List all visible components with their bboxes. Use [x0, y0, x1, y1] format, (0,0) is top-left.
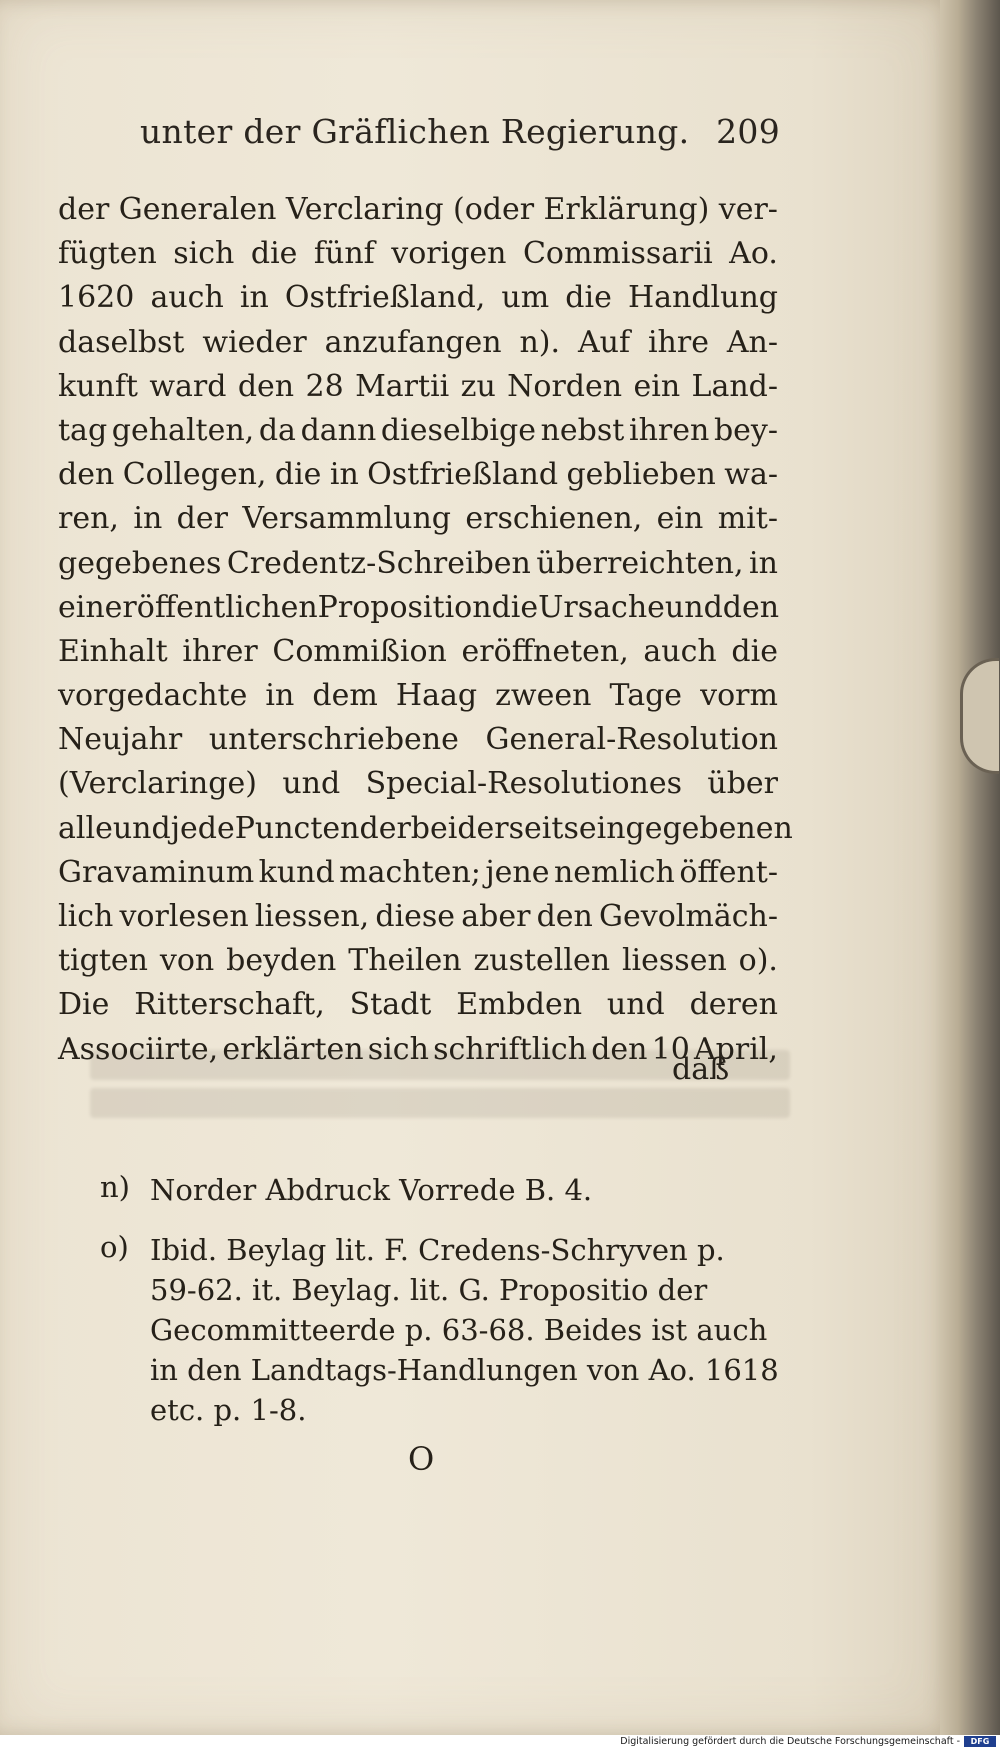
- footnote-text: [150, 1230, 780, 1430]
- page-edge: [940, 0, 1000, 1735]
- text-line: lich vorlesen liessen, diese aber den Gevolmäch-: [58, 899, 778, 934]
- text-line: ren, in der Versammlung erschienen, ein mit-: [58, 501, 778, 537]
- text-line: Associirte, erklärten sich schriftlich den 10 April,: [58, 1031, 778, 1067]
- running-head: [140, 112, 780, 151]
- footnote-line: etc. p. 1-8.: [150, 1393, 307, 1427]
- signature-mark: O: [408, 1440, 435, 1478]
- dfg-logo: DFG: [964, 1736, 996, 1747]
- footnote-line: 59-62. it. Beylag. lit. G. Propositio der: [150, 1273, 708, 1307]
- page-number: 209: [716, 112, 780, 151]
- running-title: unter der Gräflichen Regierung.: [140, 112, 690, 151]
- text-line: tag gehalten, da dann dieselbige nebst ihren bey-: [58, 412, 778, 448]
- footnote-line: in den Landtags-Handlungen von Ao. 1618: [150, 1353, 779, 1387]
- text-line: gegebenes Credentz-Schreiben überreichten, in: [58, 545, 778, 581]
- footnotes: [100, 1170, 780, 1430]
- footnote-text: [150, 1170, 780, 1210]
- text-line: Die Ritterschaft, Stadt Embden und deren: [58, 987, 778, 1023]
- footnote: [100, 1170, 780, 1210]
- text-line: kunft ward den 28 Martii zu Norden ein Land-: [58, 368, 778, 404]
- body-text: [58, 188, 793, 1072]
- text-line: vorgedachte in dem Haag zween Tage vorm: [58, 678, 778, 714]
- text-line: Neujahr unterschriebene General-Resolution: [58, 722, 778, 758]
- footnote-line: Ibid. Beylag lit. F. Credens-Schryven p.: [150, 1233, 725, 1267]
- footnote-mark: o): [100, 1230, 129, 1264]
- text-line: einer öffentlichen Proposition die Ursache und den: [58, 589, 780, 625]
- text-line: Gravaminum kund machten; jene nemlich öffent-: [58, 854, 778, 890]
- text-line: Einhalt ihrer Commißion eröffneten, auch die: [58, 633, 778, 669]
- text-line: 1620 auch in Ostfrießland, um die Handlung: [58, 280, 778, 316]
- footnote: [100, 1230, 780, 1430]
- text-line: den Collegen, die in Ostfrießland geblieben wa-: [58, 457, 778, 493]
- footnote-line: Gecommitteerde p. 63-68. Beides ist auch: [150, 1313, 768, 1347]
- text-line: fügten sich die fünf vorigen Commissarii Ao.: [58, 236, 778, 272]
- text-line: der Generalen Verclaring (oder Erklärung) ver-: [58, 192, 778, 227]
- page-tab-notch: [960, 658, 999, 774]
- text-line: tigten von beyden Theilen zustellen liessen o).: [58, 943, 778, 979]
- footnote-line: Norder Abdruck Vorrede B. 4.: [150, 1173, 593, 1207]
- footnote-mark: n): [100, 1170, 130, 1204]
- text-line: (Verclaringe) und Special-Resolutiones über: [58, 766, 778, 802]
- text-line: daselbst wieder anzufangen n). Auf ihre An-: [58, 324, 778, 360]
- catchword: daß: [672, 1052, 730, 1087]
- text-line: alle und jede Puncten der beiderseits eingegebenen: [58, 810, 793, 846]
- funding-credit: Digitalisierung gefördert durch die Deutsche Forschungsgemeinschaft -: [620, 1736, 960, 1747]
